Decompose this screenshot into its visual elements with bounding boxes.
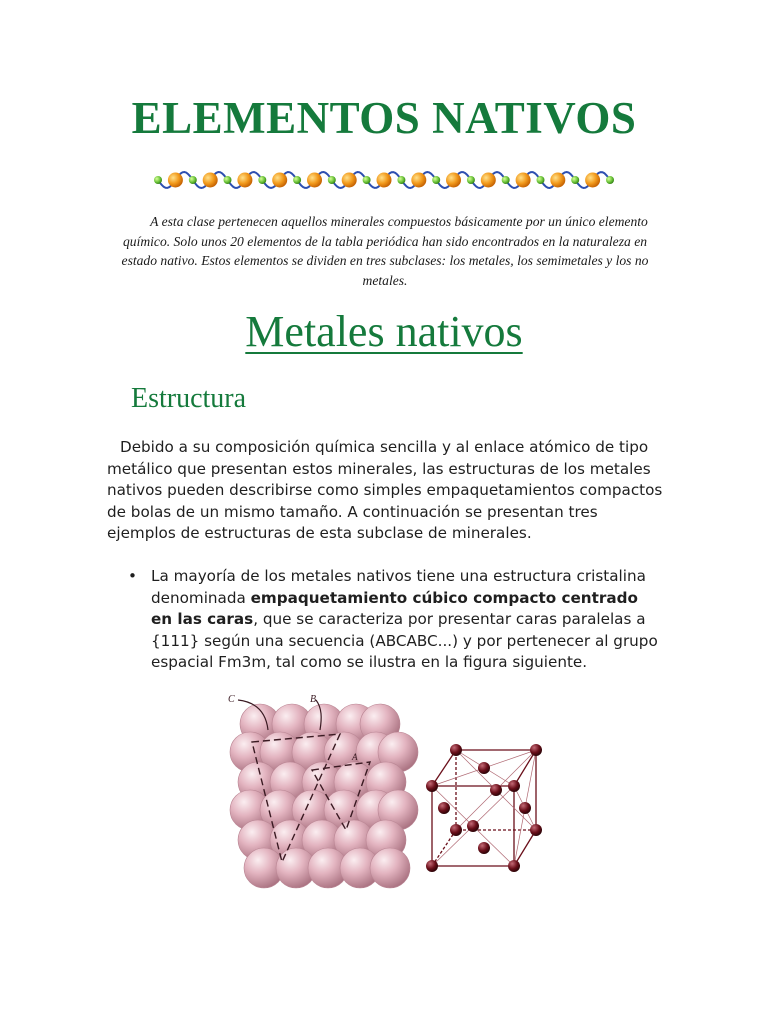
divider-bead-orange (272, 173, 287, 188)
divider-bead-orange (550, 173, 565, 188)
lattice-atom (508, 860, 520, 872)
divider-bead-green (363, 176, 371, 184)
fcc-unit-cell (426, 744, 542, 872)
body-paragraph-text: Debido a su composición química sencilla y al enlace atómico de tipo metálico que presentan estos minerales, las estructuras de los metales nativos pueden describirse como simples empaquetamientos compactos de bolas de un mismo tamaño. A continuación se presentan tres ejemplos de estructuras de esta subclase de minerales. (107, 438, 663, 542)
bullet-marker: • (128, 567, 137, 585)
divider-bead-orange (481, 173, 496, 188)
divider-bead-green (571, 176, 579, 184)
lattice-atom (438, 802, 450, 814)
lattice-atom (450, 824, 462, 836)
divider-bead-orange (585, 173, 600, 188)
intro-text: A esta clase pertenecen aquellos minerales compuestos básicamente por un único elemento químico. Solo unos 20 elementos de la tabla periódica han sido encontrados en la naturaleza en estado nativo. Estos elementos se dividen en tres subclases: los metales, los semimetales y los no metales. (121, 214, 649, 288)
bullet-text-after: , que se caracteriza por presentar caras paralelas a {111} según una secuencia (ABCABC...) y por pertenecer al grupo espacial Fm3m, tal como se ilustra en la figura siguiente. (151, 610, 658, 671)
body-paragraph (107, 437, 667, 545)
fcc-structure-figure (218, 690, 544, 904)
divider-bead-orange (377, 173, 392, 188)
divider-bead-green (397, 176, 405, 184)
packing-sphere (370, 848, 410, 888)
lattice-atom (426, 860, 438, 872)
lattice-atom (450, 744, 462, 756)
divider-bead-green (502, 176, 510, 184)
divider-bead-green (293, 176, 301, 184)
divider-bead-orange (307, 173, 322, 188)
label-a: A (352, 752, 358, 762)
lattice-atom (530, 744, 542, 756)
bullet-text-before: La mayoría de los metales nativos tiene una estructura cristalina denominada (151, 567, 646, 607)
divider-bead-green (537, 176, 545, 184)
divider-bead-orange (342, 173, 357, 188)
divider-bead-green (432, 176, 440, 184)
sphere-packing-model (230, 704, 418, 888)
divider-bead-orange (237, 173, 252, 188)
bullet-item (124, 566, 660, 674)
divider-bead-green (606, 176, 614, 184)
lattice-atom (426, 780, 438, 792)
lattice-atom (519, 802, 531, 814)
label-c: C (228, 694, 235, 705)
lattice-atom (508, 780, 520, 792)
section-title (0, 306, 768, 357)
divider-bead-orange (446, 173, 461, 188)
divider-bead-green (328, 176, 336, 184)
divider-bead-green (467, 176, 475, 184)
cell-edge (432, 750, 456, 786)
divider-bead-orange (203, 173, 218, 188)
lattice-atom (478, 762, 490, 774)
divider-bead-orange (516, 173, 531, 188)
divider-bead-green (258, 176, 266, 184)
decorative-bead-divider (148, 162, 620, 198)
lattice-atom (530, 824, 542, 836)
intro-paragraph (110, 212, 660, 290)
divider-bead-green (224, 176, 232, 184)
lattice-atom (490, 784, 502, 796)
document-title: ELEMENTOS NATIVOS (131, 93, 637, 143)
divider-bead-orange (411, 173, 426, 188)
lattice-atom (467, 820, 479, 832)
divider-bead-green (189, 176, 197, 184)
section-title-text: Metales nativos (245, 307, 523, 356)
subsection-title: Estructura (131, 383, 247, 414)
divider-bead-orange (168, 173, 183, 188)
cell-edge (432, 830, 456, 866)
divider-bead-green (154, 176, 162, 184)
label-b: B (310, 694, 317, 705)
bullet-text-bold: empaquetamiento cúbico compacto centrado en las caras (151, 588, 638, 628)
lattice-atom (478, 842, 490, 854)
bullet-list (124, 566, 660, 674)
